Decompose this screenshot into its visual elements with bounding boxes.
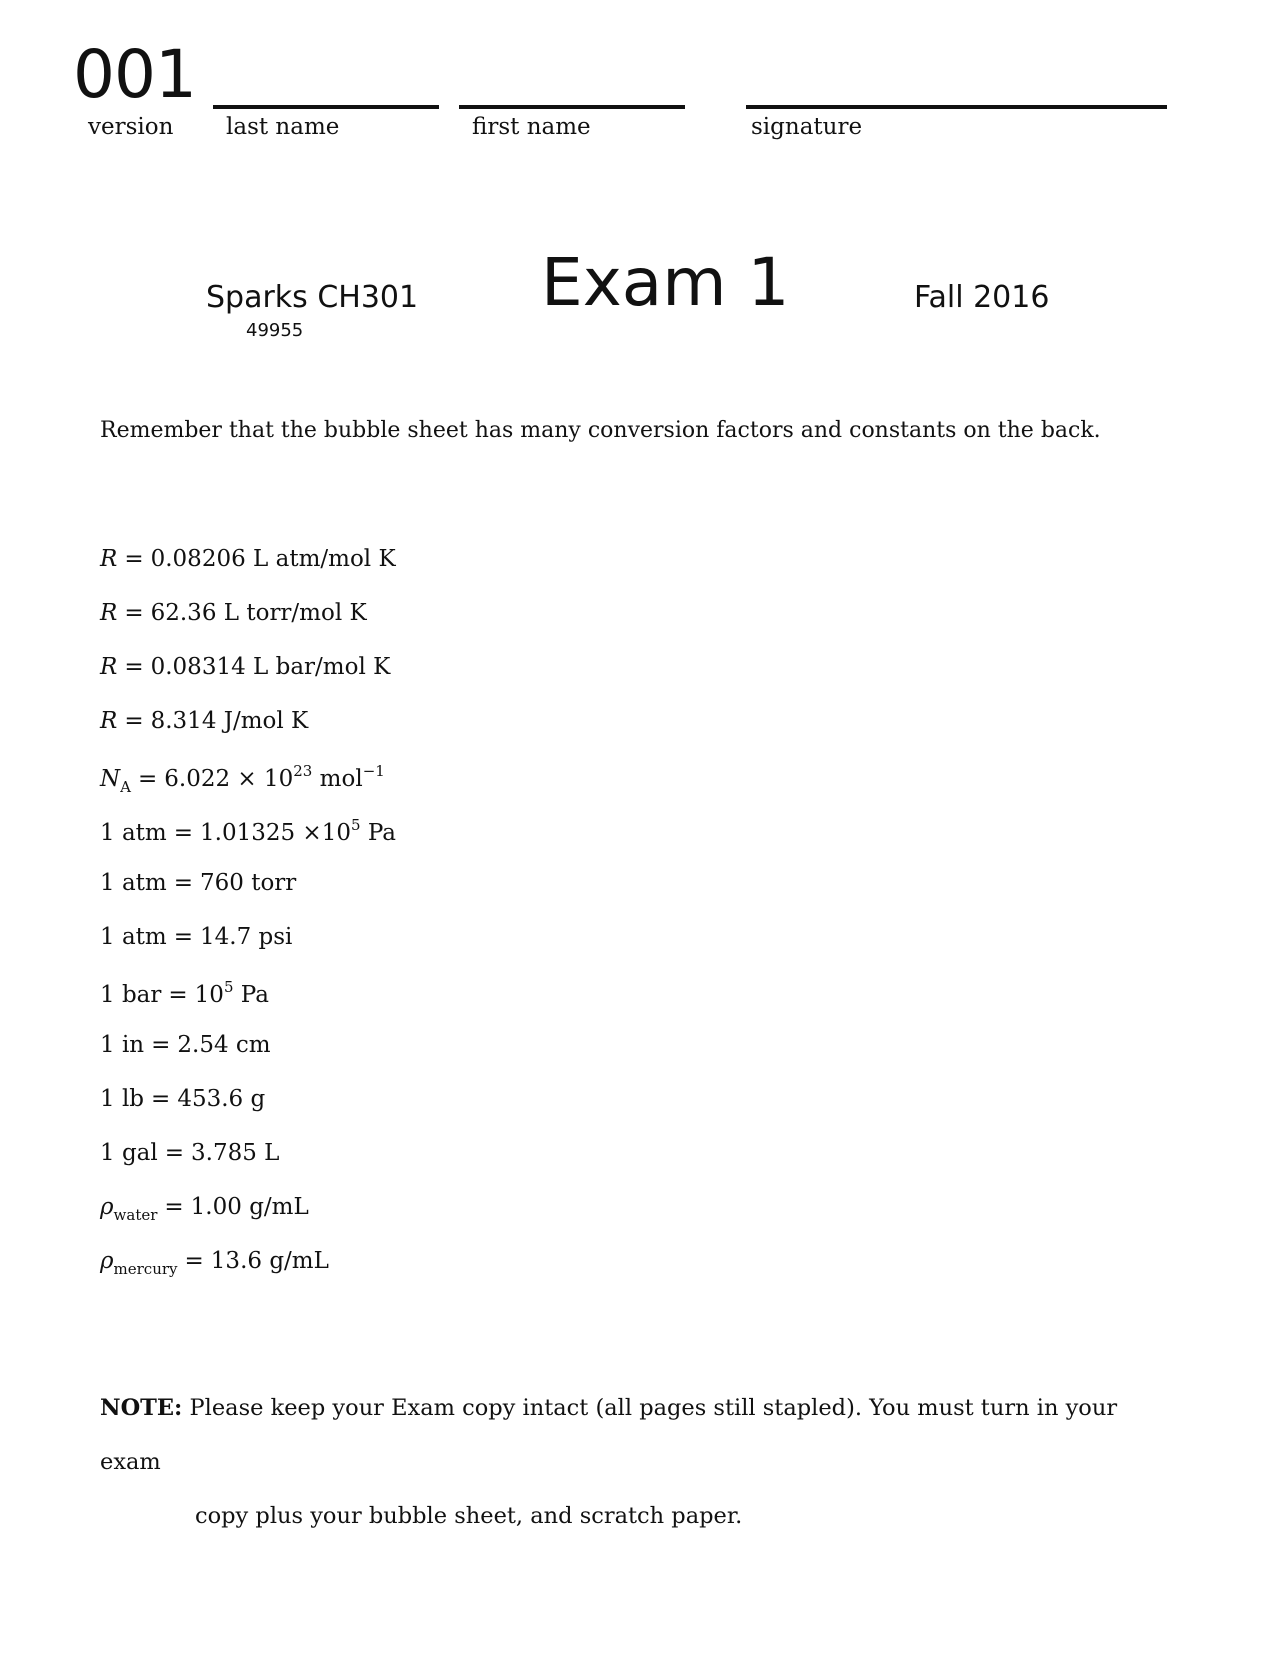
constant-symbol: R (100, 708, 118, 734)
constant-value: 6.022 × 10 (164, 766, 294, 792)
last-name-line (213, 105, 439, 109)
constant-value: 453.6 g (177, 1086, 266, 1112)
constant-unit: Pa (240, 982, 269, 1008)
constant-left: 1 atm (100, 870, 167, 896)
term: Fall 2016 (914, 280, 1050, 315)
constant-value: 1.01325 ×10 (200, 820, 351, 846)
constant-left: 1 gal (100, 1140, 158, 1166)
course-number: 49955 (246, 320, 304, 341)
constant-value: 2.54 cm (177, 1032, 271, 1058)
constant-subscript: A (120, 778, 131, 796)
constant-value: 3.785 L (191, 1140, 280, 1166)
constant-value: 0.08314 L bar/mol K (150, 654, 391, 680)
constant-row: R = 0.08206 L atm/mol K (100, 546, 396, 572)
constant-row: 1 in = 2.54 cm (100, 1032, 271, 1058)
first-name-label: first name (472, 114, 591, 140)
constant-unit: Pa (367, 820, 396, 846)
constant-exponent: 5 (350, 816, 361, 834)
constant-row: 1 bar = $10^5$ Pa (100, 978, 269, 1008)
constant-subscript: mercury (113, 1260, 178, 1278)
constant-symbol: N (100, 766, 121, 792)
constant-symbol: R (100, 654, 118, 680)
constant-value: 0.08206 L atm/mol K (150, 546, 396, 572)
constant-row: R = 0.08314 L bar/mol K (100, 654, 391, 680)
constant-symbol: ρ (100, 1248, 114, 1274)
constant-subscript: water (113, 1206, 158, 1224)
exam-title: Exam 1 (541, 244, 790, 321)
constants-list (100, 548, 396, 1304)
constant-row: $\rho_{water} = 1.00$ g/mL (100, 1194, 309, 1224)
constant-value: 8.314 J/mol K (150, 708, 309, 734)
version-label: version (88, 114, 174, 140)
signature-line (746, 105, 1167, 109)
last-name-label: last name (226, 114, 340, 140)
constant-unit: mol (319, 766, 363, 792)
first-name-line (459, 105, 685, 109)
reminder-text: Remember that the bubble sheet has many conversion factors and constants on the back. (100, 418, 1101, 443)
constant-row: 1 gal = 3.785 L (100, 1140, 280, 1166)
constant-row: 1 atm = $1.01325 \times 10^5$ Pa (100, 816, 396, 846)
constant-row: 1 atm = 14.7 psi (100, 924, 293, 950)
constant-row: 1 atm = 760 torr (100, 870, 297, 896)
constant-exponent: 5 (223, 978, 234, 996)
constant-value: 10 (194, 982, 224, 1008)
constant-unit-exponent: −1 (362, 762, 385, 780)
constant-value: 760 torr (200, 870, 297, 896)
constant-row: R = 8.314 J/mol K (100, 708, 309, 734)
constant-value: 1.00 g/mL (190, 1194, 309, 1220)
note-line-2: copy plus your bubble sheet, and scratch paper. (195, 1503, 743, 1529)
constant-symbol: R (100, 546, 118, 572)
constant-left: 1 lb (100, 1086, 145, 1112)
constant-symbol: R (100, 600, 118, 626)
constant-left: 1 in (100, 1032, 145, 1058)
constant-symbol: ρ (100, 1194, 114, 1220)
constant-left: 1 bar (100, 982, 162, 1008)
constant-left: 1 atm (100, 924, 167, 950)
constant-row: $\rho_{mercury} = 13.6$ g/mL (100, 1248, 329, 1278)
constant-row: 1 lb = 453.6 g (100, 1086, 266, 1112)
constant-value: 14.7 psi (200, 924, 293, 950)
exam-note (100, 1381, 1180, 1543)
course-name: Sparks CH301 (206, 280, 419, 315)
signature-label: signature (751, 114, 863, 140)
constant-row: R = 62.36 L torr/mol K (100, 600, 367, 626)
constant-value: 13.6 g/mL (210, 1248, 329, 1274)
constant-row: $N_A = 6.022 \times 10^{23}$ mol$^{-1}$ (100, 762, 385, 796)
constant-value: 62.36 L torr/mol K (150, 600, 367, 626)
constant-exponent: 23 (293, 762, 313, 780)
note-label: NOTE: (100, 1395, 183, 1421)
constant-left: 1 atm (100, 820, 167, 846)
version-number: 001 (73, 36, 196, 113)
note-line-1: Please keep your Exam copy intact (all pages still stapled). You must turn in your exam (100, 1395, 1118, 1475)
